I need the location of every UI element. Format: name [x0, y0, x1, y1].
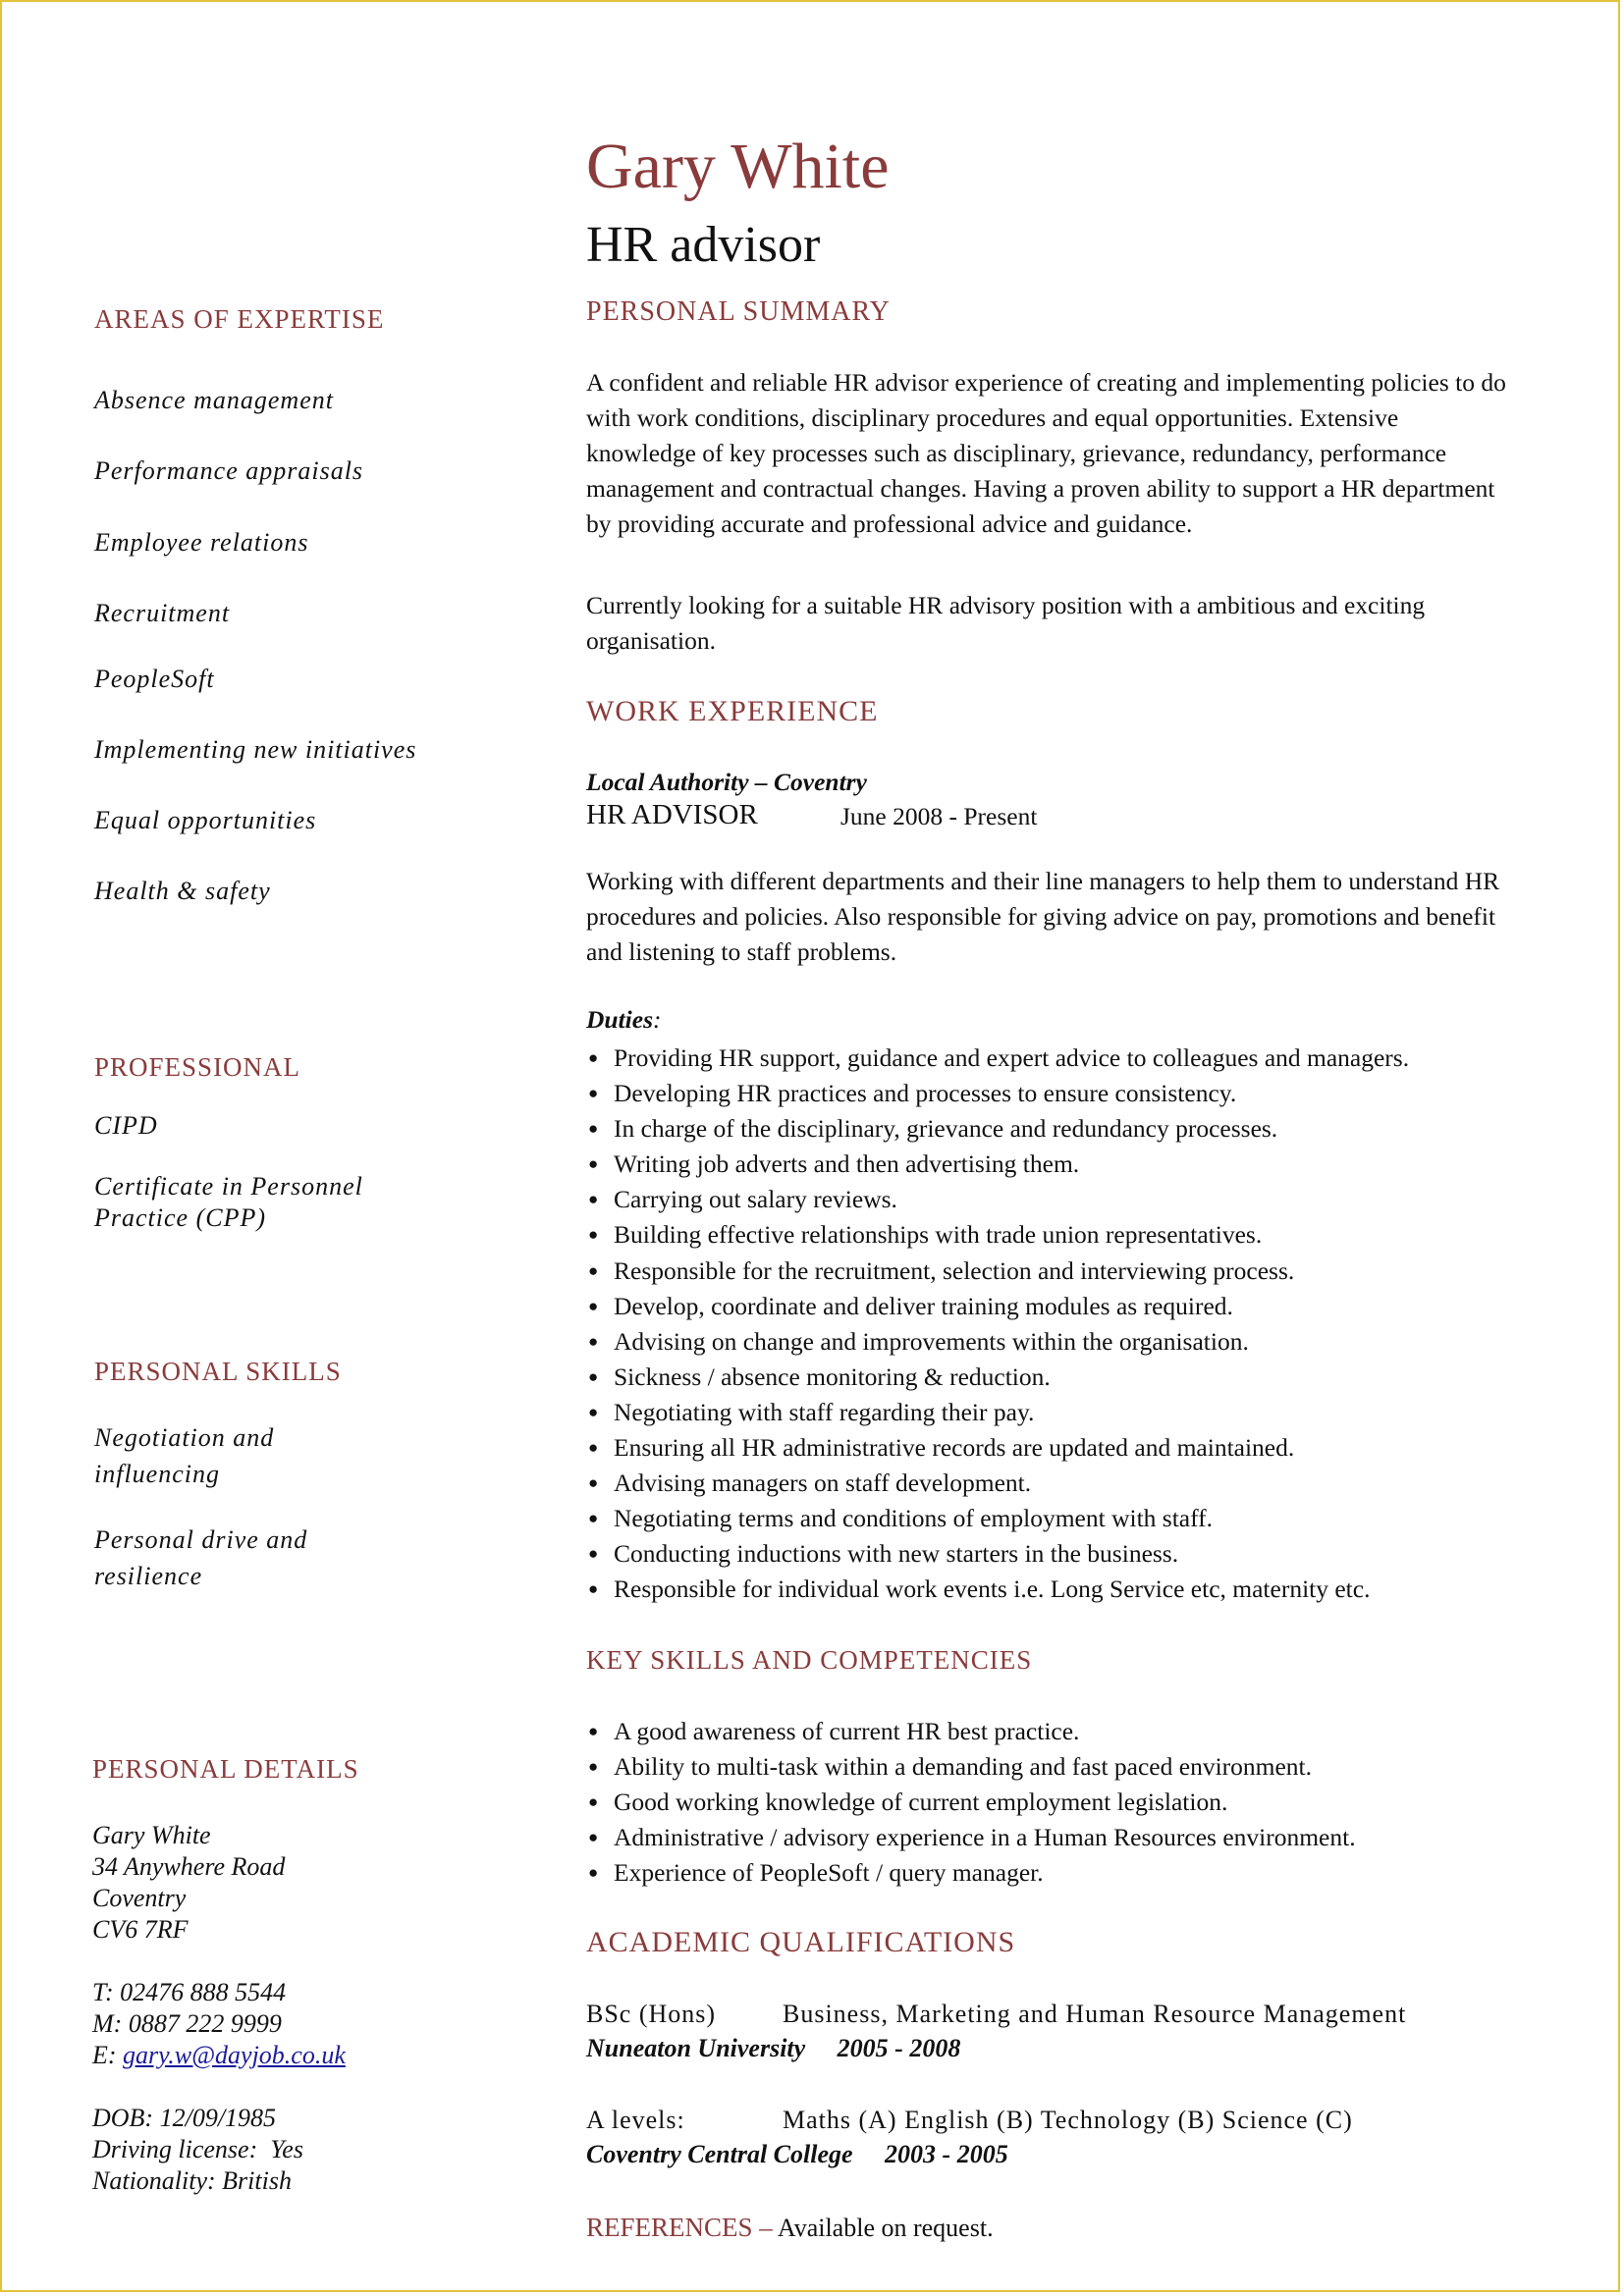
email-prefix: E: — [92, 2041, 124, 2069]
list-item: ● Providing HR support, guidance and expert advice to colleagues and managers. — [586, 1041, 1568, 1076]
qualification-institution: Nuneaton University 2005 - 2008 — [586, 2034, 961, 2062]
list-item: ● Responsible for individual work events i.e. Long Service etc, maternity etc. — [586, 1572, 1568, 1607]
expertise-item: Performance appraisals — [94, 456, 364, 485]
details-email-row — [92, 2040, 346, 2071]
references-text: Available on request. — [772, 2214, 994, 2242]
list-item: ● Responsible for the recruitment, selection and interviewing process. — [586, 1254, 1568, 1289]
list-item: ● A good awareness of current HR best practice. — [586, 1714, 1568, 1749]
expertise-item: Implementing new initiatives — [94, 735, 417, 764]
candidate-name: Gary White — [586, 131, 890, 202]
list-item: ● Sickness / absence monitoring & reduction. — [586, 1360, 1568, 1395]
list-item: ● Ensuring all HR administrative records are updated and maintained. — [586, 1430, 1568, 1466]
professional-item: Certificate in Personnel Practice (CPP) — [94, 1172, 363, 1232]
list-item: ● In charge of the disciplinary, grievance and redundancy processes. — [586, 1111, 1568, 1147]
list-item: ● Experience of PeopleSoft / query manager. — [586, 1855, 1568, 1891]
qualification-row — [586, 2000, 1407, 2029]
duties-label: Duties — [586, 1005, 654, 1034]
list-item: ● Developing HR practices and processes to ensure consistency. — [586, 1076, 1568, 1111]
qualification-institution: Coventry Central College 2003 - 2005 — [586, 2140, 1008, 2168]
details-phone: T: 02476 888 5544 — [92, 1978, 287, 2006]
summary-paragraph-2: Currently looking for a suitable HR advisory position with a ambitious and exciting organisation. — [586, 591, 1426, 655]
list-item: ● Develop, coordinate and deliver training modules as required. — [586, 1289, 1568, 1324]
list-item: ● Ability to multi-task within a demanding and fast paced environment. — [586, 1749, 1568, 1785]
professional-item: CIPD — [94, 1111, 158, 1140]
professional-heading: PROFESSIONAL — [94, 1052, 301, 1082]
details-address: 34 Anywhere Road — [92, 1852, 286, 1881]
email-link[interactable]: gary.w@dayjob.co.uk — [123, 2041, 346, 2069]
summary-heading: PERSONAL SUMMARY — [586, 296, 891, 327]
work-heading: WORK EXPERIENCE — [586, 695, 879, 727]
key-skills-heading: KEY SKILLS AND COMPETENCIES — [586, 1645, 1033, 1675]
qualification-subject: Maths (A) English (B) Technology (B) Science (C) — [783, 2106, 1353, 2134]
job-dates: June 2008 - Present — [840, 802, 1038, 830]
summary-paragraph-1: A confident and reliable HR advisor experience of creating and implementing policies to do with work conditions, disciplinary procedures and equal opportunities. Extensive knowledge of key processes such as disciplinary, grievance, redundancy, performance management and contractual changes. Having a proven ability to support a HR department by providing accurate and professional advice and guidance. — [586, 368, 1506, 538]
expertise-heading: AREAS OF EXPERTISE — [94, 304, 385, 334]
job-description: Working with different departments and their line managers to help them to understand HR procedures and policies. Also responsible for giving advice on pay, promotions and benefit and listening to staff problems. — [586, 867, 1500, 966]
details-city: Coventry — [92, 1884, 187, 1912]
personal-details-heading: PERSONAL DETAILS — [92, 1754, 359, 1784]
expertise-item: Recruitment — [94, 599, 231, 627]
references-heading: REFERENCES – — [586, 2213, 773, 2242]
list-item: ● Administrative / advisory experience in a Human Resources environment. — [586, 1820, 1568, 1855]
key-skills-list — [586, 1714, 1568, 1891]
list-item: ● Advising on change and improvements within the organisation. — [586, 1324, 1568, 1360]
duties-colon: : — [653, 1005, 662, 1034]
details-license: Driving license: Yes — [92, 2135, 303, 2163]
details-dob: DOB: 12/09/1985 — [92, 2104, 277, 2132]
skill-item: Personal drive and resilience — [94, 1525, 308, 1590]
personal-skills-heading: PERSONAL SKILLS — [94, 1357, 342, 1386]
duties-list — [586, 1041, 1568, 1608]
expertise-item: Equal opportunities — [94, 806, 317, 834]
duties-label-row — [586, 1005, 662, 1035]
list-item: ● Negotiating terms and conditions of employment with staff. — [586, 1501, 1568, 1536]
expertise-item: Health & safety — [94, 877, 271, 905]
list-item: ● Advising managers on staff development. — [586, 1466, 1568, 1501]
list-item: ● Conducting inductions with new starters in the business. — [586, 1536, 1568, 1572]
qualification-subject: Business, Marketing and Human Resource Management — [783, 2000, 1407, 2028]
list-item: ● Building effective relationships with trade union representatives. — [586, 1217, 1568, 1253]
academic-heading: ACADEMIC QUALIFICATIONS — [586, 1926, 1016, 1958]
details-nationality: Nationality: British — [92, 2166, 292, 2195]
qualification-label: BSc (Hons) — [586, 2000, 717, 2028]
qualification-row — [586, 2106, 1353, 2135]
qualification-label: A levels: — [586, 2106, 685, 2134]
list-item: ● Writing job adverts and then advertising them. — [586, 1147, 1568, 1182]
skill-item: Negotiation and influencing — [94, 1423, 275, 1488]
list-item: ● Good working knowledge of current employment legislation. — [586, 1785, 1568, 1820]
details-mobile: M: 0887 222 9999 — [92, 2009, 282, 2038]
expertise-item: Absence management — [94, 386, 334, 414]
details-postcode: CV6 7RF — [92, 1915, 189, 1944]
list-item: ● Carrying out salary reviews. — [586, 1182, 1568, 1217]
list-item: ● Negotiating with staff regarding their pay. — [586, 1395, 1568, 1430]
references-row — [586, 2213, 994, 2243]
employer: Local Authority – Coventry — [586, 768, 867, 796]
candidate-role: HR advisor — [586, 217, 821, 273]
job-title: HR ADVISOR — [586, 799, 758, 830]
details-name: Gary White — [92, 1821, 211, 1849]
expertise-item: Employee relations — [94, 528, 309, 557]
expertise-item: PeopleSoft — [94, 665, 215, 693]
